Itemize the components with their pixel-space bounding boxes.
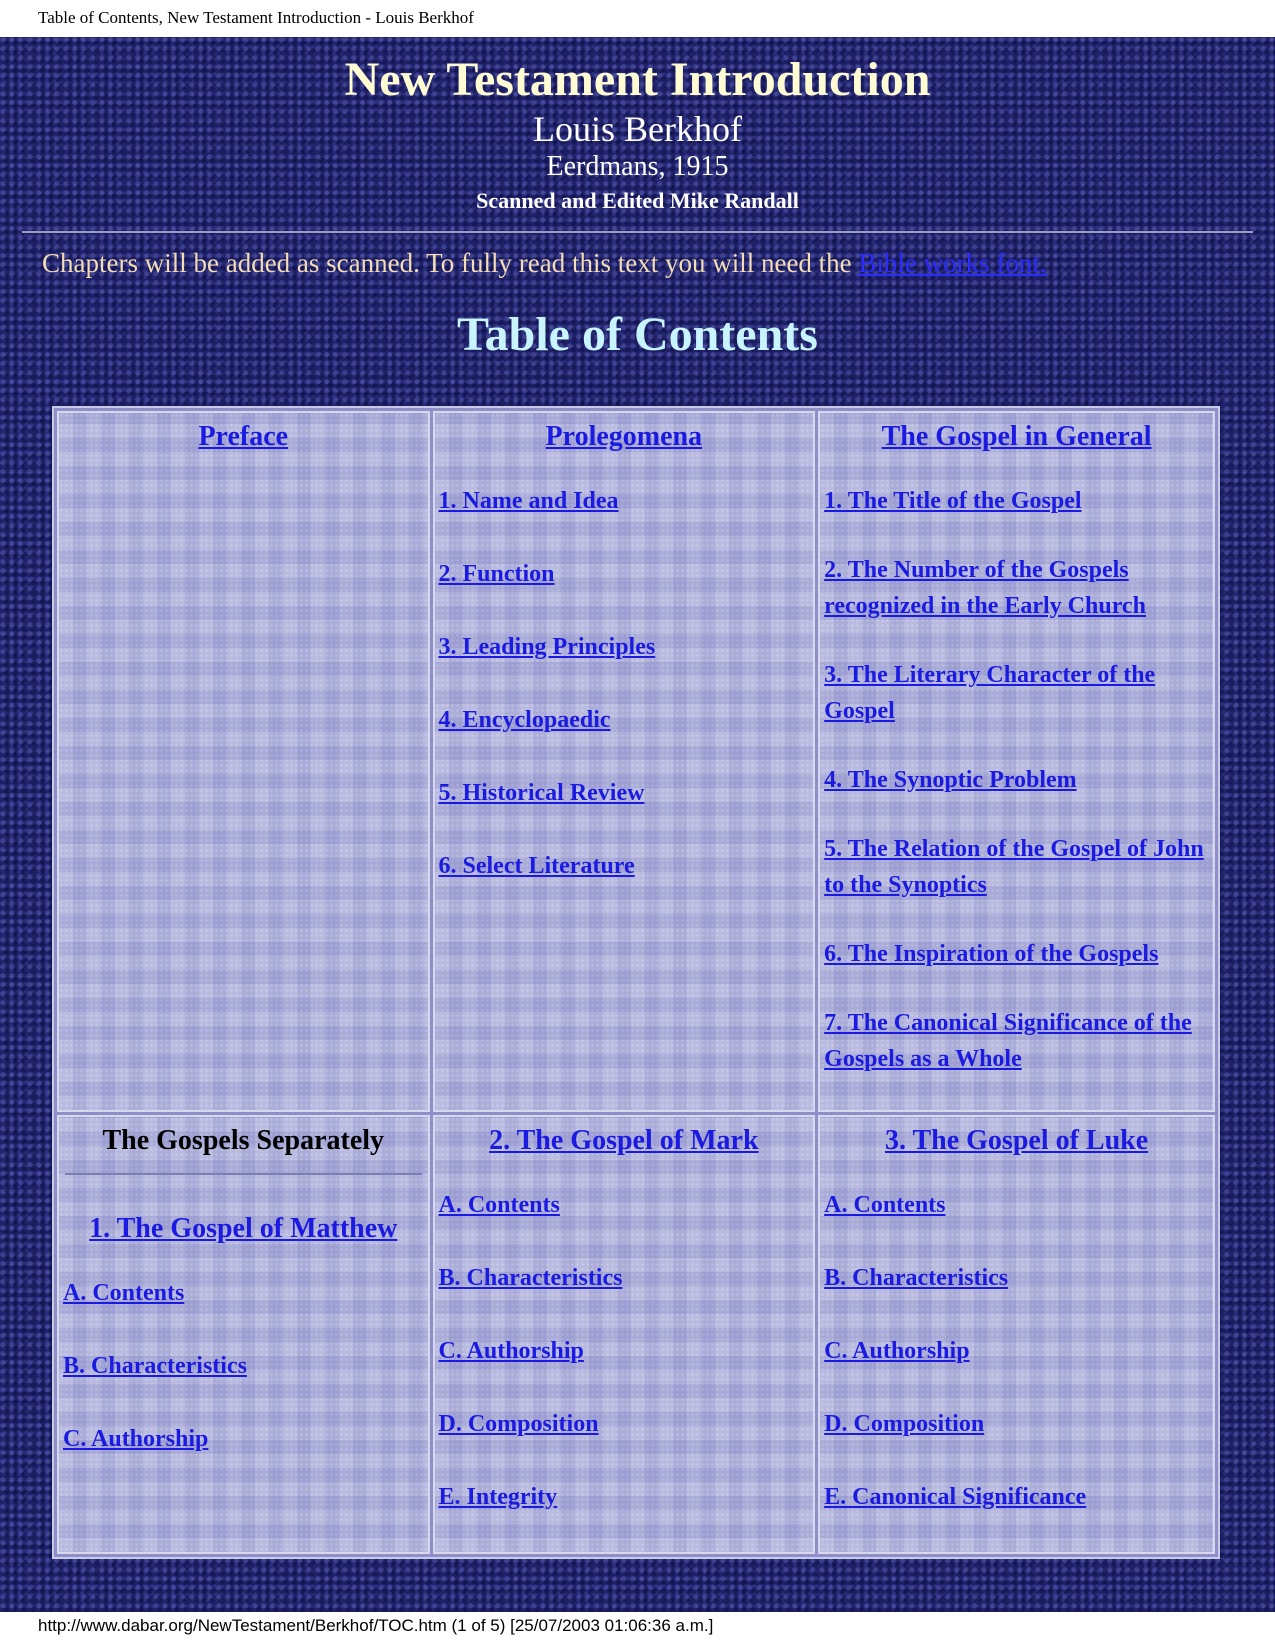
cell-divider <box>65 1173 422 1175</box>
gospel-in-general-link[interactable]: The Gospel in General <box>881 421 1152 452</box>
gospel-of-luke-link[interactable]: 3. The Gospel of Luke <box>884 1125 1149 1156</box>
scanning-notice <box>42 245 1275 281</box>
editor-credit: Scanned and Edited Mike Randall <box>476 188 799 213</box>
toc-link[interactable]: C. Authorship <box>438 1338 584 1364</box>
toc-cell-luke <box>818 1115 1215 1554</box>
toc-link[interactable]: D. Composition <box>438 1411 599 1437</box>
toc-link[interactable]: 4. The Synoptic Problem <box>824 767 1077 793</box>
toc-link[interactable]: E. Canonical Significance <box>824 1484 1087 1510</box>
toc-link[interactable]: 4. Encyclopaedic <box>438 707 611 733</box>
toc-table <box>52 406 1220 1559</box>
mark-list <box>439 1187 810 1515</box>
toc-link[interactable]: 3. The Literary Character of the Gospel <box>824 662 1156 724</box>
web-page <box>0 37 1275 1612</box>
header-divider <box>22 231 1253 233</box>
toc-link[interactable]: 5. The Relation of the Gospel of John to the Synoptics <box>824 836 1204 898</box>
toc-row <box>57 1115 1215 1554</box>
toc-cell-mark <box>433 1115 816 1554</box>
toc-cell-preface <box>57 411 430 1112</box>
toc-link[interactable]: 7. The Canonical Significance of the Gospels as a Whole <box>824 1010 1192 1072</box>
preface-link[interactable]: Preface <box>198 421 289 452</box>
gospel-of-mark-link[interactable]: 2. The Gospel of Mark <box>489 1125 759 1156</box>
toc-link[interactable]: A. Contents <box>438 1192 560 1218</box>
notice-text: Chapters will be added as scanned. To fully read this text you will need the <box>42 248 859 278</box>
print-footer: http://www.dabar.org/NewTestament/Berkhof/TOC.htm (1 of 5) [25/07/2003 01:06:36 a.m.] <box>38 1616 714 1635</box>
author-name: Louis Berkhof <box>533 109 742 149</box>
gospels-separately-heading: The Gospels Separately <box>102 1125 385 1156</box>
gospel-general-list <box>824 483 1209 1077</box>
prolegomena-list <box>439 483 810 884</box>
toc-link[interactable]: C. Authorship <box>824 1338 970 1364</box>
toc-link[interactable]: B. Characteristics <box>824 1265 1009 1291</box>
prolegomena-link[interactable]: Prolegomena <box>545 421 703 452</box>
luke-list <box>824 1187 1209 1515</box>
publisher-info: Eerdmans, 1915 <box>546 151 729 182</box>
toc-link[interactable]: 6. The Inspiration of the Gospels <box>824 941 1159 967</box>
toc-link[interactable]: E. Integrity <box>438 1484 558 1510</box>
toc-link[interactable]: 6. Select Literature <box>438 853 635 879</box>
gospel-of-matthew-link[interactable]: 1. The Gospel of Matthew <box>89 1213 398 1244</box>
toc-link[interactable]: 5. Historical Review <box>438 780 645 806</box>
toc-link[interactable]: B. Characteristics <box>438 1265 623 1291</box>
toc-link[interactable]: 1. The Title of the Gospel <box>824 488 1082 514</box>
toc-link[interactable]: 2. The Number of the Gospels recognized in the Early Church <box>824 557 1146 619</box>
toc-link[interactable]: A. Contents <box>824 1192 946 1218</box>
matthew-list <box>63 1275 424 1457</box>
toc-row <box>57 411 1215 1112</box>
toc-cell-gospel-general <box>818 411 1215 1112</box>
toc-link[interactable]: B. Characteristics <box>63 1353 247 1379</box>
toc-cell-prolegomena <box>433 411 816 1112</box>
title-block <box>0 51 1275 217</box>
print-header: Table of Contents, New Testament Introduction - Louis Berkhof <box>38 8 474 27</box>
toc-title: Table of Contents <box>457 308 818 361</box>
bible-works-font-link[interactable]: Bible works font. <box>858 248 1047 278</box>
toc-link[interactable]: 1. Name and Idea <box>438 488 619 514</box>
toc-cell-gospels-separately <box>57 1115 430 1554</box>
toc-link[interactable]: 3. Leading Principles <box>438 634 656 660</box>
toc-link[interactable]: A. Contents <box>63 1280 185 1306</box>
toc-link[interactable]: 2. Function <box>438 561 555 587</box>
toc-link[interactable]: D. Composition <box>824 1411 985 1437</box>
page-title: New Testament Introduction <box>344 53 931 106</box>
toc-link[interactable]: C. Authorship <box>63 1426 209 1452</box>
